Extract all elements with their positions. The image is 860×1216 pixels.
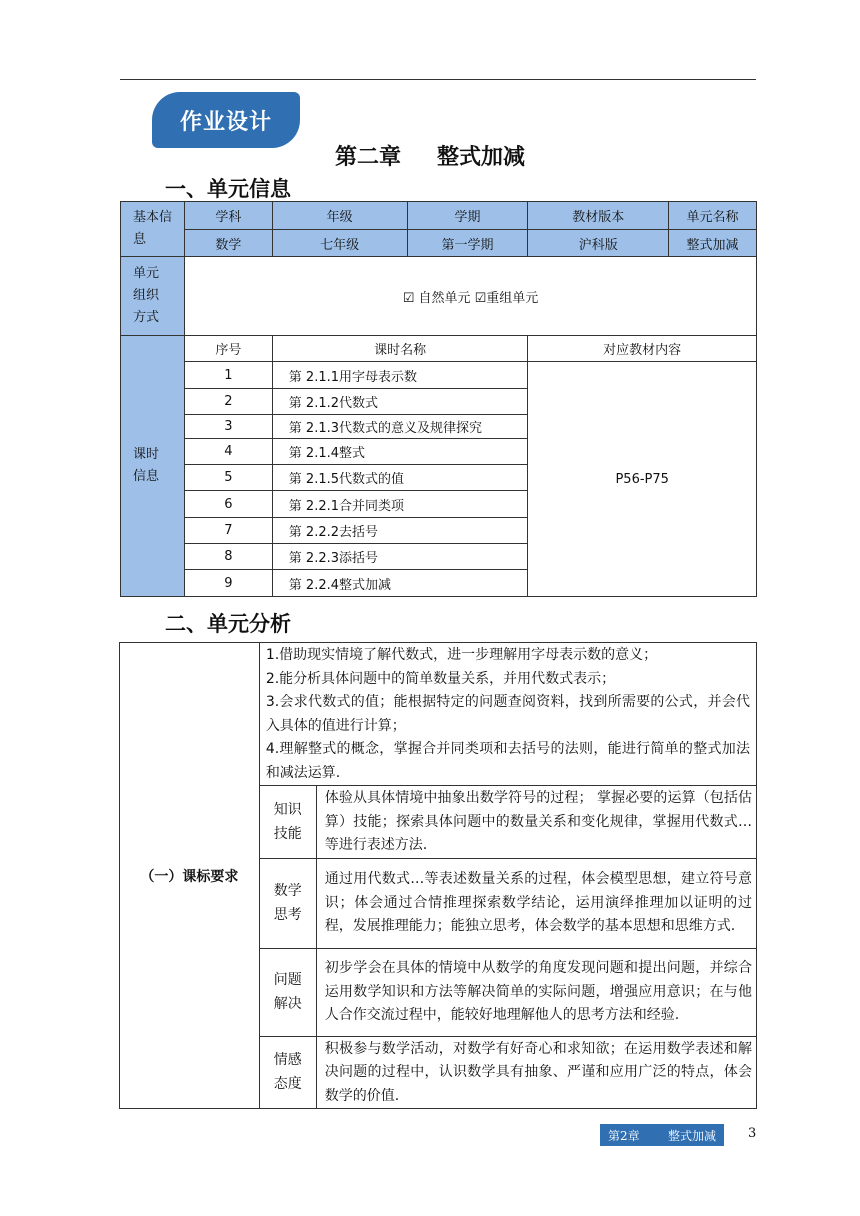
- category-label: 问题解决: [259, 948, 316, 1036]
- basic-value: 第一学期: [407, 230, 528, 257]
- basic-header: 年级: [272, 202, 407, 230]
- lesson-no: 6: [184, 491, 272, 518]
- footer-chapter: 第2章: [608, 1128, 640, 1143]
- lesson-no: 2: [184, 389, 272, 415]
- goal-item: 2.能分析具体问题中的简单数量关系，并用代数式表示；: [265, 670, 616, 687]
- goal-item: 3.会求代数式的值；能根据特定的问题查阅资料，找到所需要的公式，并会代入具体的值进行计算；: [265, 694, 750, 734]
- org-method-value: ☑ 自然单元 ☑重组单元: [184, 257, 756, 336]
- page-number: 3: [748, 1126, 757, 1141]
- basic-value: 七年级: [272, 230, 407, 257]
- lesson-header-no: 序号: [184, 336, 272, 362]
- org-method-label: 单元组织方式: [121, 257, 185, 336]
- lesson-name: 第 2.1.3代数式的意义及规律探究: [272, 415, 528, 439]
- lesson-no: 3: [184, 415, 272, 439]
- basic-header: 学期: [407, 202, 528, 230]
- lesson-name: 第 2.2.1合并同类项: [272, 491, 528, 518]
- basic-value: 数学: [184, 230, 272, 257]
- goals-cell: [259, 643, 756, 786]
- basic-info-label: 基本信息: [121, 202, 185, 257]
- category-text: 体验从具体情境中抽象出数学符号的过程； 掌握必要的运算（包括估算）技能；探索具体问题中的数量关系和变化规律，掌握用代数式…等进行表述方法.: [316, 786, 756, 859]
- lesson-name: 第 2.1.4整式: [272, 439, 528, 465]
- top-rule: [120, 79, 756, 80]
- chapter-number: 第二章: [334, 145, 401, 170]
- lesson-header-content: 对应教材内容: [528, 336, 757, 362]
- chapter-title: [0, 140, 860, 171]
- lesson-header-name: 课时名称: [272, 336, 528, 362]
- lesson-no: 1: [184, 362, 272, 389]
- lesson-name: 第 2.1.2代数式: [272, 389, 528, 415]
- lesson-name: 第 2.1.5代数式的值: [272, 465, 528, 491]
- category-label: 数学思考: [259, 858, 316, 948]
- goal-item: 4.理解整式的概念，掌握合并同类项和去括号的法则，能进行简单的整式加法和减法运算.: [265, 741, 750, 781]
- basic-value: 沪科版: [528, 230, 669, 257]
- footer-title: 整式加减: [667, 1128, 716, 1143]
- category-label: 知识技能: [259, 786, 316, 859]
- lesson-no: 9: [184, 570, 272, 597]
- lesson-no: 4: [184, 439, 272, 465]
- lesson-name: 第 2.1.1用字母表示数: [272, 362, 528, 389]
- goal-item: 1.借助现实情境了解代数式，进一步理解用字母表示数的意义；: [265, 647, 658, 663]
- basic-header: 单元名称: [669, 202, 757, 230]
- chapter-name: 整式加减: [437, 145, 526, 170]
- homework-design-badge: 作业设计: [152, 92, 300, 148]
- lesson-name: 第 2.2.4整式加减: [272, 570, 528, 597]
- curriculum-requirement-label: （一）课标要求: [120, 643, 260, 1109]
- lesson-no: 5: [184, 465, 272, 491]
- basic-header: 教材版本: [528, 202, 669, 230]
- section-title-unit-analysis: 二、单元分析: [165, 612, 291, 636]
- category-text: 初步学会在具体的情境中从数学的角度发现问题和提出问题，并综合运用数学知识和方法等解决简单的实际问题，增强应用意识；在与他人合作交流过程中，能较好地理解他人的思考方法和经验.: [316, 948, 756, 1036]
- unit-info-table: [120, 201, 757, 597]
- lesson-name: 第 2.2.2去括号: [272, 518, 528, 544]
- category-text: 积极参与数学活动，对数学有好奇心和求知欲；在运用数学表述和解决问题的过程中，认识数学具有抽象、严谨和应用广泛的特点，体会数学的价值.: [316, 1036, 756, 1109]
- lesson-no: 7: [184, 518, 272, 544]
- footer-chapter-band: [600, 1124, 724, 1146]
- category-text: 通过用代数式…等表述数量关系的过程，体会模型思想，建立符号意识；体会通过合情推理探索数学结论，运用演绎推理加以证明的过程，发展推理能力；能独立思考，体会数学的基本思想和思维方式.: [316, 858, 756, 948]
- section-title-unit-info: 一、单元信息: [165, 177, 291, 201]
- lesson-name: 第 2.2.3添括号: [272, 544, 528, 570]
- content-pages: P56-P75: [528, 362, 757, 597]
- category-label: 情感态度: [259, 1036, 316, 1109]
- lesson-info-label: 课时信息: [121, 336, 185, 597]
- basic-value: 整式加减: [669, 230, 757, 257]
- lesson-no: 8: [184, 544, 272, 570]
- unit-analysis-table: [119, 642, 757, 1109]
- basic-header: 学科: [184, 202, 272, 230]
